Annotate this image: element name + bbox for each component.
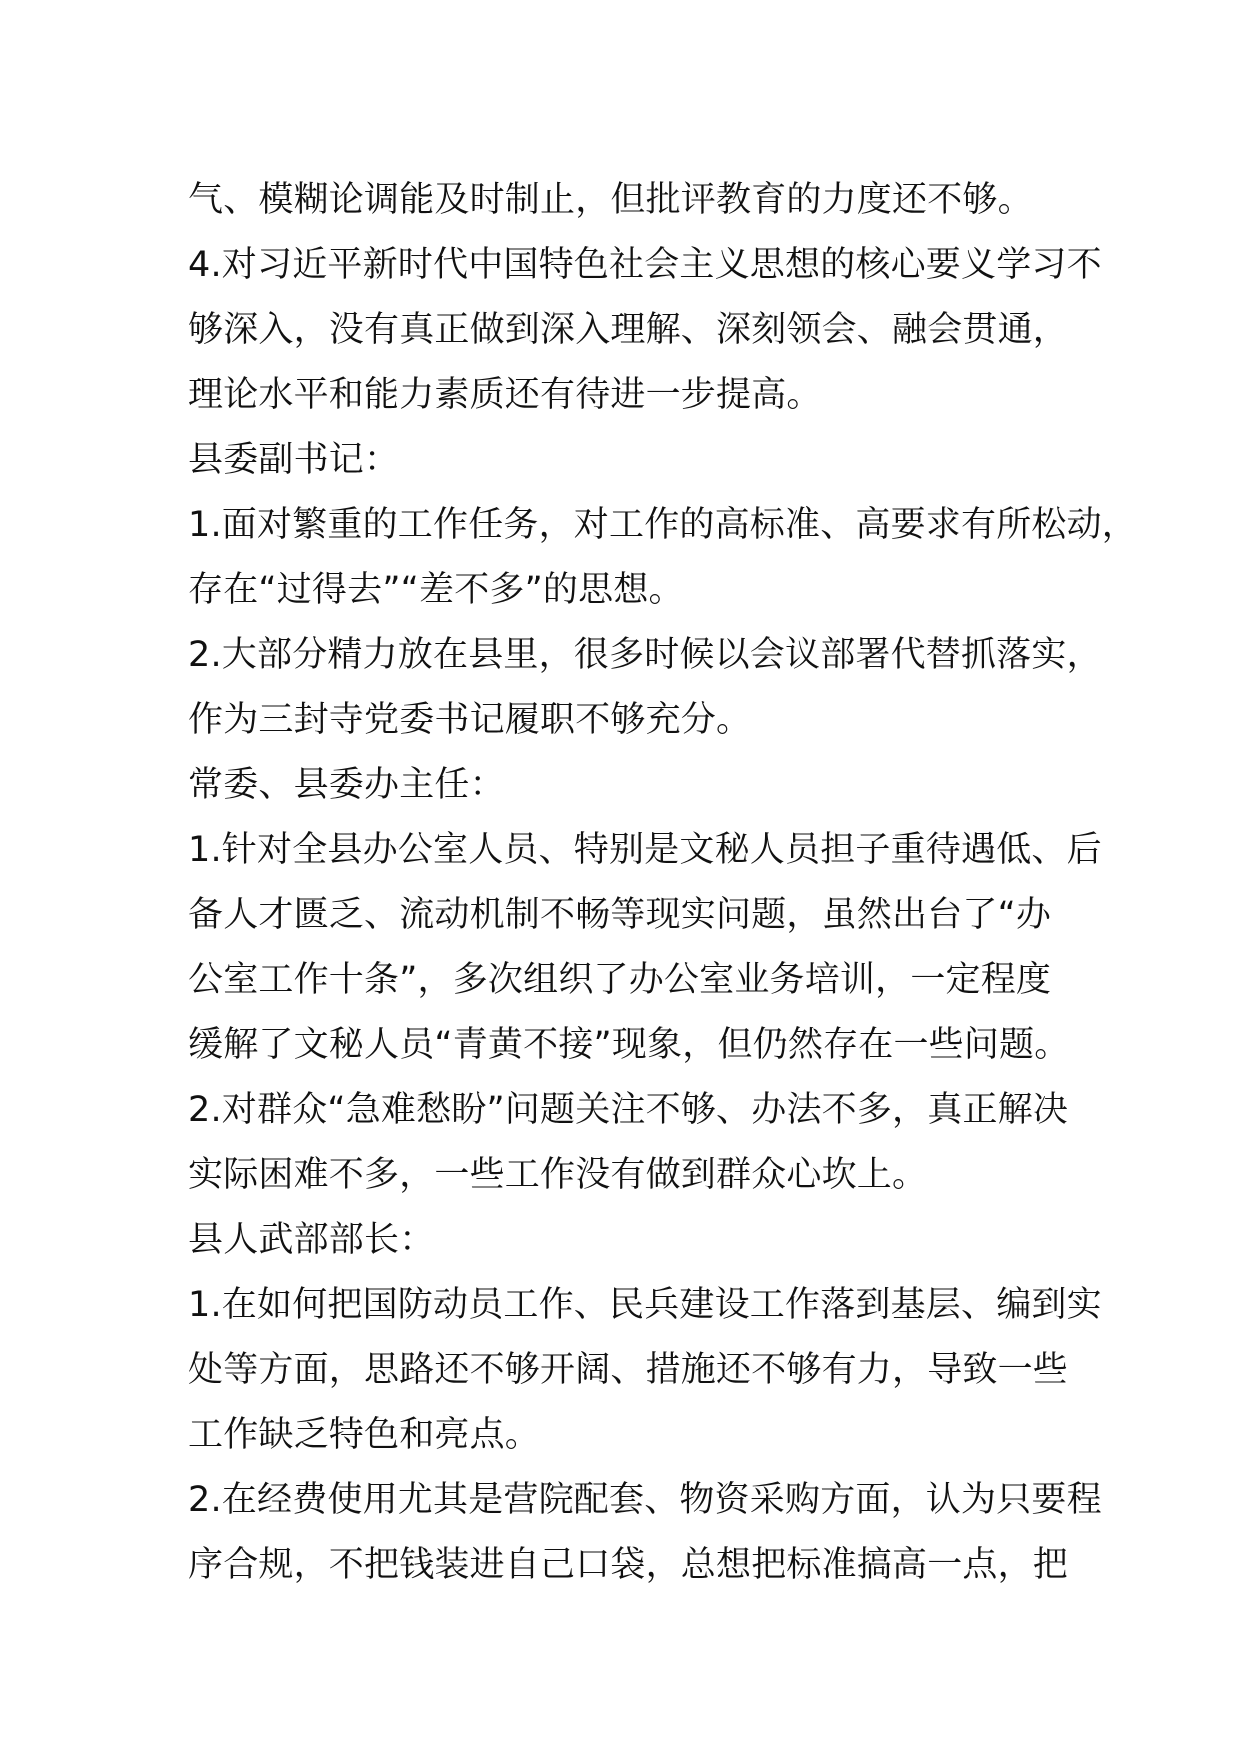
text-line: 2.在经费使用尤其是营院配套、物资采购方面，认为只要程 [188,1480,1102,1520]
text-line: 2.对群众“急难愁盼”问题关注不够、办法不多，真正解决 [188,1090,1069,1130]
text-line: 作为三封寺党委书记履职不够充分。 [188,700,752,740]
text-line: 处等方面，思路还不够开阔、措施还不够有力，导致一些 [188,1350,1069,1390]
section-heading: 常委、县委办主任： [188,765,505,805]
text-line: 1.在如何把国防动员工作、民兵建设工作落到基层、编到实 [188,1285,1102,1325]
text-line: 理论水平和能力素质还有待进一步提高。 [188,375,822,415]
text-line: 备人才匮乏、流动机制不畅等现实问题，虽然出台了“办 [188,895,1052,935]
text-line: 4.对习近平新时代中国特色社会主义思想的核心要义学习不 [188,245,1102,285]
text-line: 公室工作十条”，多次组织了办公室业务培训，一定程度 [188,960,1052,1000]
text-line: 2.大部分精力放在县里，很多时候以会议部署代替抓落实， [188,635,1102,675]
section-heading: 县委副书记： [188,440,400,480]
text-line: 存在“过得去”“差不多”的思想。 [188,570,684,610]
section-heading: 县人武部部长： [188,1220,435,1260]
text-line: 工作缺乏特色和亮点。 [188,1415,541,1455]
text-line: 实际困难不多，一些工作没有做到群众心坎上。 [188,1155,928,1195]
text-line: 气、模糊论调能及时制止，但批评教育的力度还不够。 [188,180,1033,220]
text-line: 1.面对繁重的工作任务，对工作的高标准、高要求有所松动， [188,505,1137,545]
text-line: 缓解了文秘人员“青黄不接”现象，但仍然存在一些问题。 [188,1025,1070,1065]
document-body [188,168,1137,1598]
text-line: 够深入，没有真正做到深入理解、深刻领会、融会贯通， [188,310,1069,350]
text-line: 序合规，不把钱装进自己口袋，总想把标准搞高一点，把 [188,1545,1069,1585]
text-line: 1.针对全县办公室人员、特别是文秘人员担子重待遇低、后 [188,830,1102,870]
